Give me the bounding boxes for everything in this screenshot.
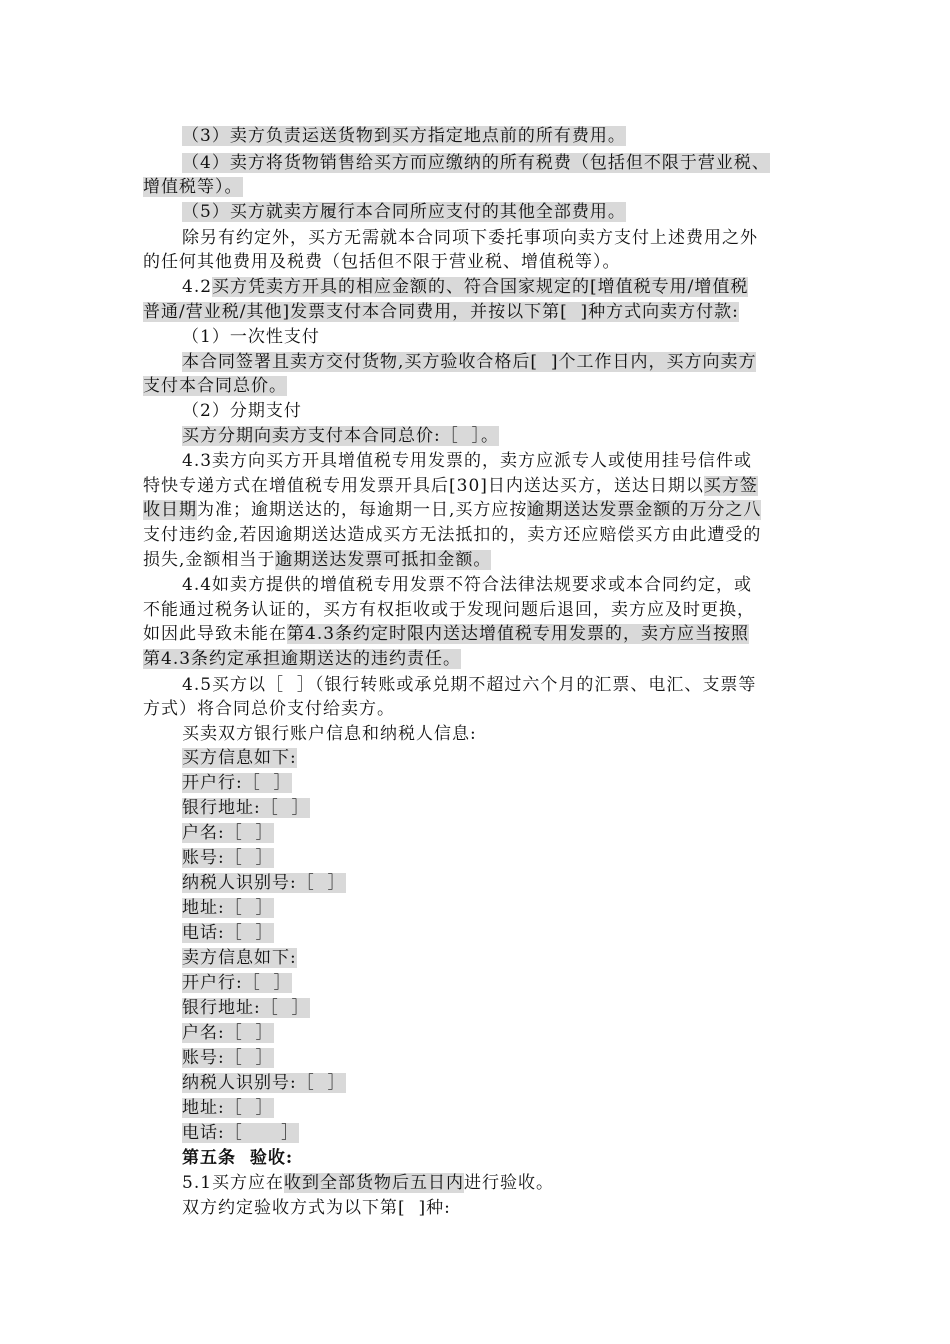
highlighted-clause: 逾期送达发票金额的万分之八 xyxy=(527,500,762,520)
highlighted-clause: 收到全部货物后五日内 xyxy=(284,1173,465,1193)
highlighted-clause: 买方签 xyxy=(703,476,758,496)
text-span: 银行地址:［ ］ xyxy=(182,798,310,818)
text-span: 为准；逾期送达的，每逾期一日,买方应按 xyxy=(197,500,528,520)
text-line xyxy=(143,374,287,398)
seller-info-line xyxy=(182,946,297,970)
section-heading: 第五条 验收: xyxy=(182,1148,294,1168)
text-line: 买卖双方银行账户信息和纳税人信息: xyxy=(182,724,477,744)
text-line xyxy=(182,275,748,299)
text-line xyxy=(143,548,491,572)
text-line xyxy=(143,622,749,646)
text-line: 4.3卖方向买方开具增值税专用发票的，卖方应派专人或使用挂号信件或 xyxy=(182,451,753,471)
text-span: 电话:［ ］ xyxy=(182,923,274,943)
text-line xyxy=(182,424,499,448)
text-span: 开户行:［ ］ xyxy=(182,973,292,993)
text-line: 4.5买方以［ ］（银行转账或承兑期不超过六个月的汇票、电汇、支票等 xyxy=(182,675,757,695)
text-span: 银行地址:［ ］ xyxy=(182,998,310,1018)
highlighted-clause: 普通/营业税/其他]发票支付本合同费用，并按以下第[ ]种方式向卖方付款: xyxy=(143,302,739,322)
highlighted-clause: 买方分期向卖方支付本合同总价:［ ］。 xyxy=(182,426,500,446)
highlighted-clause: 收日期 xyxy=(143,500,197,520)
text-span: 纳税人识别号:［ ］ xyxy=(182,873,346,893)
seller-info-line xyxy=(182,1096,274,1120)
text-line: 的任何其他费用及税费（包括但不限于营业税、增值税等）。 xyxy=(143,252,621,272)
text-line: 4.4如卖方提供的增值税专用发票不符合法律法规要求或本合同约定，或 xyxy=(182,575,753,595)
highlighted-clause: 第4.3条约定承担逾期送达的违约责任。 xyxy=(143,649,462,669)
text-span: 户名:［ ］ xyxy=(182,823,274,843)
highlighted-clause: 逾期送达发票可抵扣金额。 xyxy=(275,550,492,570)
text-span: 账号:［ ］ xyxy=(182,848,274,868)
text-line xyxy=(182,151,770,175)
text-line: 不能通过税务认证的，买方有权拒收或于发现问题后退回，卖方应及时更换， xyxy=(143,600,755,620)
highlighted-clause: 第4.3条约定时限内送达增值税专用发票的，卖方应当按照 xyxy=(287,624,750,644)
text-span: 进行验收。 xyxy=(464,1173,555,1193)
highlighted-clause: 支付本合同总价。 xyxy=(143,376,287,396)
buyer-info-line xyxy=(182,821,274,845)
text-span: 纳税人识别号:［ ］ xyxy=(182,1073,346,1093)
text-span: 开户行:［ ］ xyxy=(182,773,292,793)
text-span: 电话:［ ］ xyxy=(182,1123,300,1143)
text-span: 账号:［ ］ xyxy=(182,1048,274,1068)
highlighted-clause: （5）买方就卖方履行本合同所应支付的其他全部费用。 xyxy=(182,202,626,222)
text-line xyxy=(182,124,626,148)
seller-info-line xyxy=(182,1071,346,1095)
seller-info-line xyxy=(182,996,310,1020)
text-line: 方式）将合同总价支付给卖方。 xyxy=(143,699,395,719)
text-line xyxy=(143,474,758,498)
text-line: （2）分期支付 xyxy=(182,401,302,421)
text-span: 买方信息如下: xyxy=(182,748,297,768)
text-span: 地址:［ ］ xyxy=(182,898,274,918)
buyer-info-line xyxy=(182,771,292,795)
text-span: 卖方信息如下: xyxy=(182,948,297,968)
highlighted-clause: （4）卖方将货物销售给买方而应缴纳的所有税费（包括但不限于营业税、 xyxy=(182,153,770,173)
buyer-info-line xyxy=(182,896,274,920)
text-span: 损失,金额相当于 xyxy=(143,550,276,570)
buyer-info-line xyxy=(182,796,310,820)
text-span: 特快专递方式在增值税专用发票开具后[30]日内送达买方，送达日期以 xyxy=(143,476,704,496)
text-span: 地址:［ ］ xyxy=(182,1098,274,1118)
text-line: （1）一次性支付 xyxy=(182,327,320,347)
seller-info-line xyxy=(182,1021,274,1045)
seller-info-line xyxy=(182,971,292,995)
text-span: 如因此导致未能在 xyxy=(143,624,287,644)
seller-info-line xyxy=(182,1121,299,1145)
highlighted-clause: 买方凭卖方开具的相应金额的、符合国家规定的[增值税专用/增值税 xyxy=(212,277,749,297)
text-span: 户名:［ ］ xyxy=(182,1023,274,1043)
text-line: 支付违约金,若因逾期送达造成买方无法抵扣的，卖方还应赔偿买方由此遭受的 xyxy=(143,525,762,545)
buyer-info-line xyxy=(182,746,297,770)
text-span: 5.1买方应在 xyxy=(182,1173,285,1193)
buyer-info-line xyxy=(182,921,274,945)
text-line xyxy=(143,300,739,324)
text-line: 双方约定验收方式为以下第[ ]种: xyxy=(182,1198,451,1218)
highlighted-clause: 增值税等）。 xyxy=(143,177,243,197)
text-line xyxy=(182,350,756,374)
text-line xyxy=(182,200,626,224)
highlighted-clause: 本合同签署且卖方交付货物,买方验收合格后[ ]个工作日内，买方向卖方 xyxy=(182,352,757,372)
text-line xyxy=(143,175,243,199)
text-line xyxy=(143,498,761,522)
highlighted-clause: （3）卖方负责运送货物到买方指定地点前的所有费用。 xyxy=(182,126,626,146)
text-line: 除另有约定外，买方无需就本合同项下委托事项向卖方支付上述费用之外 xyxy=(182,228,758,248)
clause-number: 4.2 xyxy=(182,277,213,297)
buyer-info-line xyxy=(182,871,346,895)
text-line xyxy=(143,647,461,671)
buyer-info-line xyxy=(182,846,274,870)
seller-info-line xyxy=(182,1046,274,1070)
text-line xyxy=(182,1171,554,1195)
